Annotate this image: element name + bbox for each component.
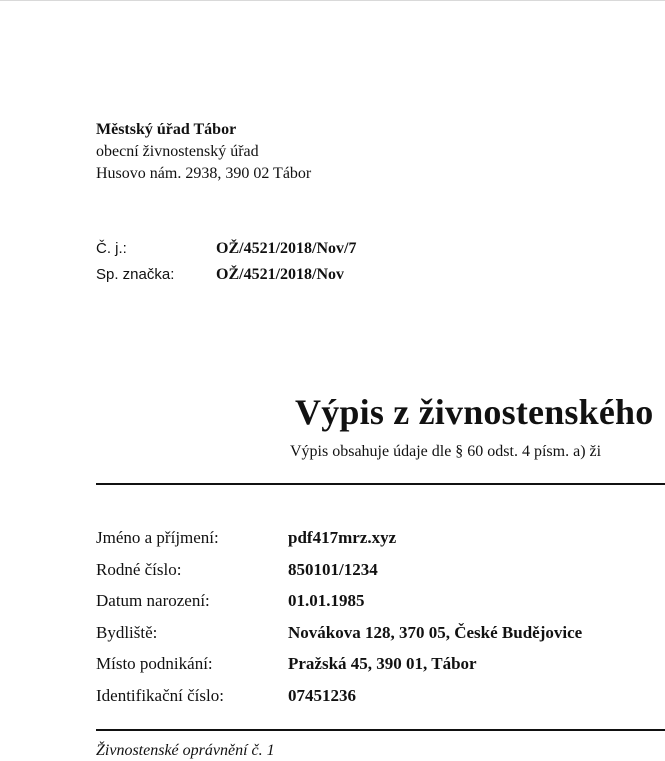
office-address: Husovo nám. 2938, 390 02 Tábor <box>96 165 312 182</box>
top-border-line <box>0 0 665 1</box>
office-department: obecní živnostenský úřad <box>96 143 259 160</box>
spz-value: OŽ/4521/2018/Nov <box>216 266 345 283</box>
title-divider <box>96 483 665 485</box>
cj-value: OŽ/4521/2018/Nov/7 <box>216 240 357 257</box>
cj-label: Č. j.: <box>96 240 127 257</box>
field-label: Identifikační číslo: <box>96 685 224 705</box>
license-heading: Živnostenské oprávnění č. 1 <box>96 742 275 759</box>
field-label: Jméno a příjmení: <box>96 528 219 547</box>
document-title: Výpis z živnostenského <box>295 392 654 432</box>
field-label: Bydliště: <box>96 622 158 642</box>
field-value: Pražská 45, 390 01, Tábor <box>288 654 477 673</box>
field-value: 07451236 <box>288 685 356 705</box>
field-value: 01.01.1985 <box>288 591 365 610</box>
issuing-office-block <box>96 119 311 185</box>
field-value: Novákova 128, 370 05, České Budějovice <box>288 622 583 642</box>
field-label: Místo podnikání: <box>96 654 213 673</box>
office-name: Městský úřad Tábor <box>96 121 237 138</box>
spz-label: Sp. značka: <box>96 266 175 283</box>
field-value: 850101/1234 <box>288 559 378 579</box>
field-value: pdf417mrz.xyz <box>288 528 397 547</box>
document-subtitle: Výpis obsahuje údaje dle § 60 odst. 4 písm. a) ži <box>290 443 602 460</box>
field-label: Datum narození: <box>96 591 210 610</box>
details-divider <box>96 729 665 731</box>
field-label: Rodné číslo: <box>96 559 182 579</box>
